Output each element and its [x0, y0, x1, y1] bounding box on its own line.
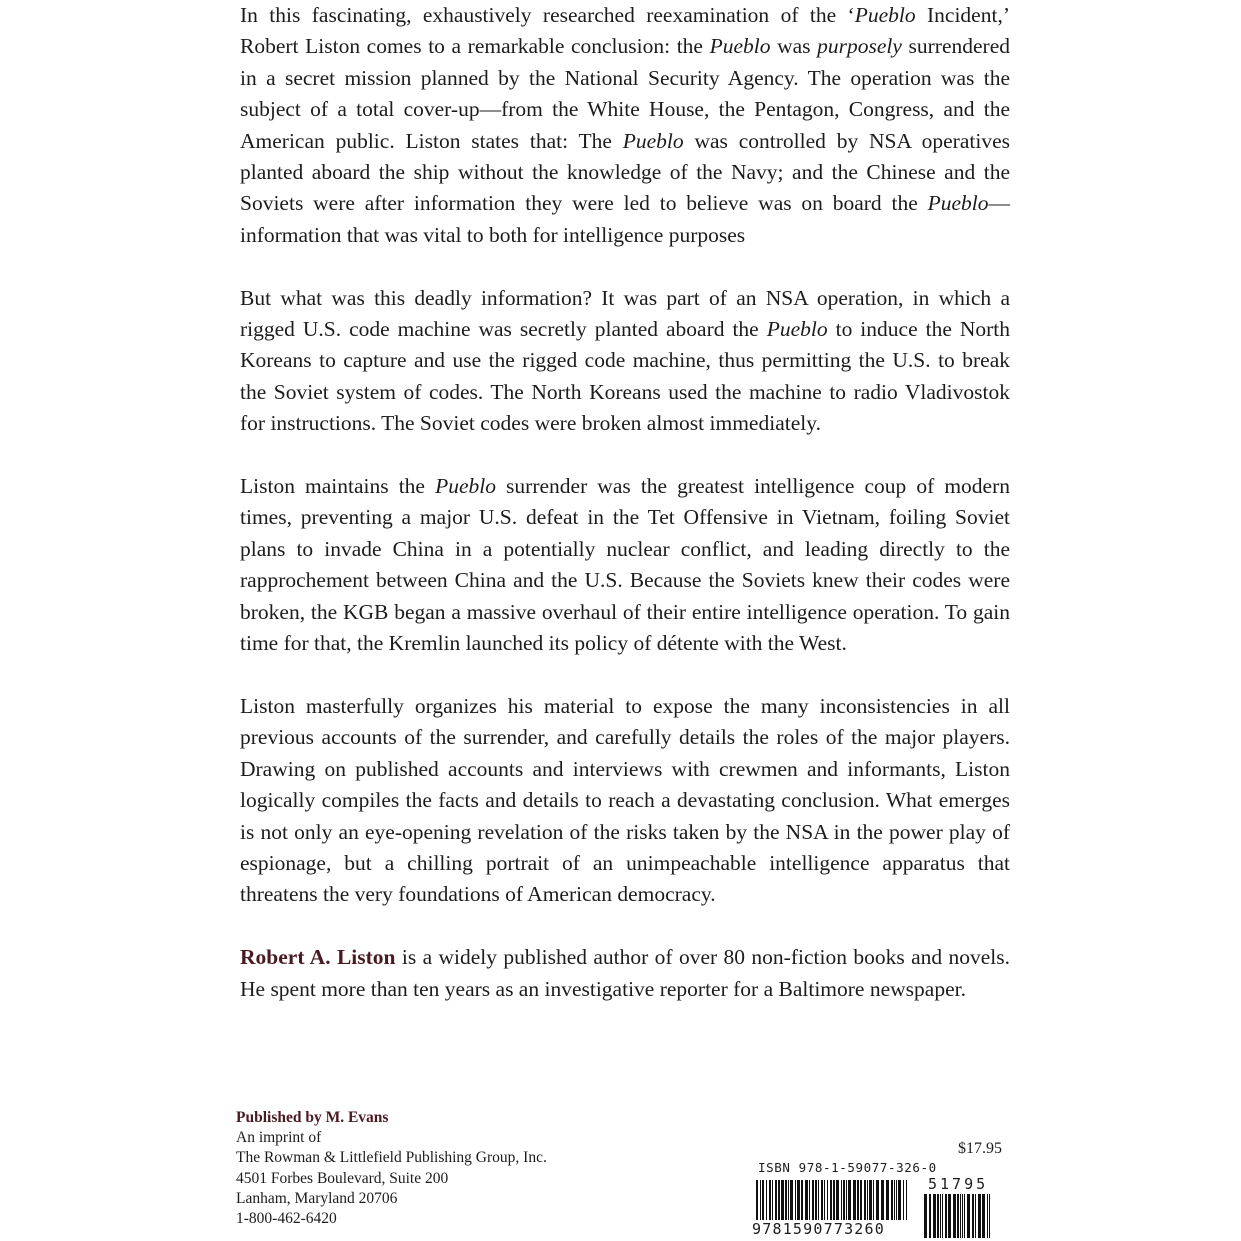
barcode-bar — [881, 1180, 884, 1220]
text-run: surrender was the greatest intelligence coup of modern times, preventing a major U.S. defeat in the Tet Offensive in Vietnam, foiling Soviet plans to invade China in a potentially nuclear conflict, and leading directly to the rapprochement between China and the U.S. Because the Soviets knew their codes were broken, the KGB began a massive overhaul of their entire intelligence operation. To gain time for that, the Kremlin launched its policy of détente with the West. — [240, 474, 1011, 656]
barcode-bar — [836, 1180, 839, 1220]
barcode-bar — [924, 1194, 927, 1238]
publisher-heading: Published by M. Evans — [236, 1109, 389, 1126]
description-paragraph-1 — [240, 0, 1010, 251]
italic-title: Pueblo — [854, 3, 916, 27]
description-paragraph-3 — [240, 471, 1010, 659]
barcode-bar — [827, 1180, 828, 1220]
addon-bars — [924, 1194, 990, 1238]
barcode-bar — [772, 1180, 773, 1220]
author-name: Robert A. Liston — [240, 945, 396, 970]
text-run: —information that was vital to both for intelligence purposes — [240, 191, 1010, 247]
barcode-bar — [978, 1194, 981, 1238]
barcode-bar — [843, 1180, 845, 1220]
isbn-label: ISBN 978-1-59077-326-0 — [758, 1160, 937, 1175]
barcode-bar — [769, 1180, 771, 1220]
barcode-bar — [778, 1180, 780, 1220]
text-run: was — [770, 34, 818, 59]
barcode-bar — [929, 1194, 931, 1238]
barcode-bar — [830, 1180, 832, 1220]
text-run: Incident,’ Robert Liston comes to a remarkable conclusion: the — [240, 3, 1010, 59]
barcode-bar — [864, 1180, 866, 1220]
italic-emphasis: purposely — [817, 34, 902, 59]
italic-title: Pueblo — [927, 191, 989, 216]
barcode-bar — [756, 1180, 758, 1220]
barcode-bar — [805, 1180, 808, 1220]
barcode-bar — [957, 1194, 959, 1238]
barcode-bar — [982, 1194, 985, 1238]
barcode-bar — [894, 1180, 895, 1220]
addon-digits: 51795 — [928, 1175, 989, 1193]
barcode-bar — [962, 1194, 963, 1238]
price-label: $17.95 — [958, 1140, 1002, 1157]
barcode-bar — [975, 1194, 976, 1238]
barcode-bar — [795, 1180, 796, 1220]
barcode-bar — [846, 1180, 847, 1220]
barcode-bar — [848, 1180, 851, 1220]
barcode-bar — [967, 1194, 970, 1238]
text-run: Liston maintains the — [240, 474, 436, 499]
barcode-bar — [987, 1194, 988, 1238]
publisher-block — [236, 1108, 596, 1229]
barcode-bar — [860, 1180, 862, 1220]
italic-title: Pueblo — [435, 474, 496, 499]
barcode-bar — [937, 1194, 939, 1238]
barcode-bar — [781, 1180, 784, 1220]
barcode-bar — [818, 1180, 819, 1220]
barcode-bar — [857, 1180, 859, 1220]
barcode-bar — [940, 1194, 941, 1238]
italic-title: Pueblo — [622, 128, 684, 153]
description-paragraph-4: Liston masterfully organizes his material to expose the many inconsistencies in all previous accounts of the surrender, and carefully details the roles of the major players. Drawing on published accounts and interviews with crewmen and informants, Liston logically compiles the facts and details to reach a devastating conclusion. What emerges is not only an eye-opening revelation of the risks taken by the NSA in the power play of espionage, but a chilling portrait of an unimpeachable intelligence apparatus that threatens the very foundations of American democracy. — [240, 693, 1010, 907]
barcode-bar — [945, 1194, 947, 1238]
barcode-bar — [896, 1180, 897, 1220]
barcode-bar — [953, 1194, 956, 1238]
barcode-bar — [903, 1180, 904, 1220]
barcode-bar — [824, 1180, 825, 1220]
barcode-bar — [886, 1180, 889, 1220]
italic-title: Pueblo — [709, 34, 771, 59]
barcode-bar — [873, 1180, 874, 1220]
italic-title: Pueblo — [766, 317, 828, 342]
barcode-bar — [989, 1194, 990, 1238]
barcode-bar — [948, 1194, 951, 1238]
barcode-bar — [801, 1180, 803, 1220]
publisher-phone: 1-800-462-6420 — [236, 1210, 337, 1228]
ean-bars — [756, 1180, 907, 1220]
barcode-bar — [867, 1180, 868, 1220]
description-paragraph-2 — [240, 283, 1010, 440]
barcode-bar — [891, 1180, 893, 1220]
barcode-bar — [906, 1180, 907, 1220]
text-run: was controlled by NSA operatives planted aboard the ship without the knowledge of the Navy; and the Chinese and the Soviets were after information they were led to believe was on board the — [240, 128, 1010, 216]
barcode-bar — [942, 1194, 943, 1238]
barcode-bar — [797, 1180, 800, 1220]
text-run: In this fascinating, exhaustively researched reexamination of the ‘ — [240, 3, 855, 27]
text-run: to induce the North Koreans to capture and use the rigged code machine, thus permitting the U.S. to break the Soviet system of codes. The North Koreans used the machine to radio Vladivostok for instructions. The Soviet codes were broken almost immediately. — [240, 317, 1010, 436]
author-bio-text: is a widely published author of over 80 non-fiction books and novels. He spent more than ten years as an investigative reporter for a Baltimore newspaper. — [240, 945, 1010, 1001]
back-cover-copy — [240, 0, 1010, 1036]
publisher-line: An imprint of — [236, 1129, 322, 1147]
barcode-bar — [841, 1180, 842, 1220]
barcode-bar — [812, 1180, 814, 1220]
text-run: surrendered in a secret mission planned by the National Security Agency. The operation was the subject of a total cover-up—from the White House, the Pentagon, Congress, and the American public. Liston states that: The — [240, 34, 1010, 153]
barcode-bar — [898, 1180, 901, 1220]
barcode-bar — [853, 1180, 856, 1220]
barcode-bar — [821, 1180, 823, 1220]
barcode-bar — [775, 1180, 777, 1220]
isbn-barcode — [752, 1160, 1002, 1240]
barcode-bar — [785, 1180, 787, 1220]
barcode-bar — [788, 1180, 789, 1220]
barcode-bar — [869, 1180, 872, 1220]
barcode-bar — [876, 1180, 879, 1220]
publisher-line: The Rowman & Littlefield Publishing Group, Inc. — [236, 1149, 547, 1167]
publisher-address: 4501 Forbes Boulevard, Suite 200 — [236, 1169, 449, 1187]
text-run: But what was this deadly information? It was part of an NSA operation, in which a rigged U.S. code machine was secretly planted aboard the — [240, 285, 1010, 342]
barcode-bar — [766, 1180, 767, 1220]
barcode-bar — [933, 1194, 936, 1238]
barcode-bar — [790, 1180, 793, 1220]
ean-digits: 9781590773260 — [752, 1220, 885, 1238]
barcode-bar — [809, 1180, 810, 1220]
author-bio — [240, 942, 1010, 1005]
barcode-bar — [964, 1194, 965, 1238]
barcode-bar — [815, 1180, 817, 1220]
barcode-bar — [972, 1194, 974, 1238]
barcode-bar — [960, 1194, 961, 1238]
barcode-bar — [833, 1180, 835, 1220]
barcode-bar — [760, 1180, 761, 1220]
barcode-bar — [762, 1180, 764, 1220]
publisher-city: Lanham, Maryland 20706 — [236, 1189, 398, 1207]
